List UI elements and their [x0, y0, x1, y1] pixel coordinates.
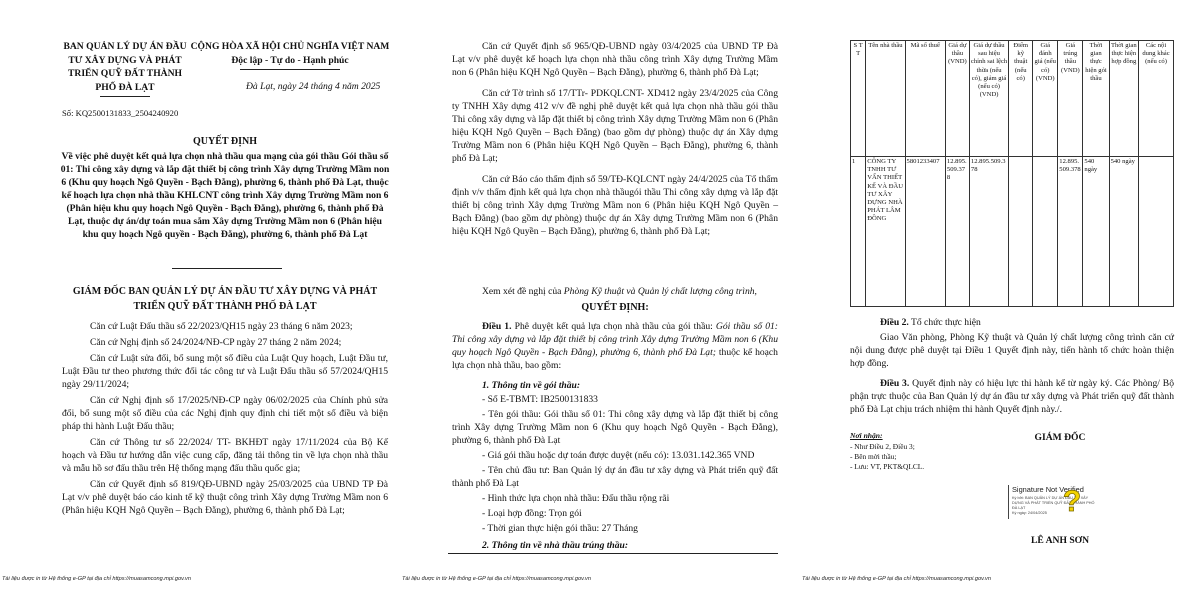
- article-2-heading: [880, 316, 1180, 329]
- table-cell-tax-code: 5801233407: [905, 157, 945, 307]
- recipient-item: - Như Điều 2, Điều 3;: [850, 442, 915, 451]
- info-item: - Tên chủ đầu tư: Ban Quản lý dự án đầu tư xây dựng và Phát triển quỹ đất thành phố Đà Lạt: [452, 465, 778, 489]
- info-item: - Thời gian thực hiện gói thầu: 27 Tháng: [482, 523, 638, 534]
- table-header-row: [851, 41, 1174, 157]
- info-item: - Loại hợp đồng: Trọn gói: [482, 508, 582, 519]
- basis-item: Căn cứ Báo cáo thẩm định số 59/TĐ-KQLCNT ngày 24/4/2025 của Tổ thẩm định v/v thẩm định kết quả lựa chọn nhà thầugói thầu Thi công xây dựng và lắp đặt thiết bị công trình Xây dựng Trường Mầm non 6 (Phân hiệu KQH Ngô Quyền – Bạch Đằng) (bao gồm dự phòng) thuộc dự án Xây dựng Trường Mầm non 6 (Phân hiệu KQH Ngô Quyền – Bạch Đằng), phường 6, thành phố Đà Lạt;: [452, 174, 778, 237]
- table-header: Thời gian thực hiện gói thầu: [1083, 41, 1109, 157]
- article-1-label: Điều 1.: [482, 321, 512, 332]
- table-cell-bidder: CÔNG TY TNHH TƯ VẤN THIẾT KẾ VÀ ĐẦU TƯ XÂY DỰNG NHÀ PHÁT LÂM ĐỒNG: [866, 157, 905, 307]
- info-item: - Số E-TBMT: IB2500131833: [482, 394, 598, 405]
- table-cell-other: [1139, 157, 1174, 307]
- page-footer: Tài liệu được in từ Hệ thống e-GP tại địa chỉ https://muasamcong.mpi.gov.vn: [2, 576, 191, 582]
- basis-item: Căn cứ Quyết định số 965/QĐ-UBND ngày 03/4/2025 của UBND TP Đà Lạt v/v phê duyệt kế hoạch lựa chọn nhà thầu công trình Xây dựng Trường Mầm non 6 (Phân hiệu KQH Ngô Quyền – Bạch Đằng), phường 6, thành phố Đà Lạt;: [452, 41, 778, 78]
- page-2-bottom-rule: [448, 553, 778, 554]
- recipient-item: - Bên mời thầu;: [850, 452, 897, 461]
- bases-list-1: [62, 320, 388, 520]
- basis-item: Căn cứ Luật sửa đổi, bổ sung một số điều của Luật Quy hoạch, Luật Đầu tư, Luật Đầu tư theo phương thức đối tác công tư và Luật Đấu thầu số 57/2024/QH15 ngày 29/11/2024;: [62, 353, 388, 390]
- article-3: [850, 377, 1174, 416]
- motto-underline: [240, 69, 340, 70]
- table-header: S T T: [851, 41, 866, 157]
- digital-signature-box: [1008, 485, 1097, 519]
- page-footer: Tài liệu được in từ Hệ thống e-GP tại địa chỉ https://muasamcong.mpi.gov.vn: [802, 576, 991, 582]
- decides-heading: QUYẾT ĐỊNH:: [581, 302, 649, 313]
- article-3-text: Quyết định này có hiệu lực thi hành kể từ ngày ký. Các Phòng/ Bộ phận trực thuộc của Ban Quản lý dự án đầu tư xây dựng và Phát triển quỹ đất thành phố Đà Lạt chịu trách nhiệm thi hành Quyết định này./.: [850, 378, 1175, 415]
- signature-line: Ký ngày: 24/04/2025: [1012, 511, 1047, 515]
- page-2: [400, 0, 800, 603]
- signer-title: GIÁM ĐỐC: [1034, 432, 1086, 443]
- recipients-title: Nơi nhận:: [850, 431, 883, 440]
- table-cell-adjusted-price: 12.895.509.378: [969, 157, 1008, 307]
- article-3-label: Điều 3.: [880, 378, 910, 389]
- article-2-text: Giao Văn phòng, Phòng Kỹ thuật và Quản lý chất lượng công trình căn cứ nội dung được phê duyệt tại Điều 1 Quyết định này, tiến hành tổ chức hoàn thiện hợp đồng.: [850, 332, 1174, 369]
- basis-item: Căn cứ Quyết định số 819/QĐ-UBND ngày 25/03/2025 của UBND TP Đà Lạt v/v phê duyệt báo cáo kinh tế kỹ thuật công trình Xây dựng Trường Mầm non 6 (Phân hiệu KQH Ngô Quyền – Bạch Đằng), phường 6, thành phố Đà Lạt;: [62, 479, 388, 516]
- info-item: - Tên gói thầu: Gói thầu số 01: Thi công xây dựng và lắp đặt thiết bị công trình Xây dựng Trường Mầm non 6 (Khu quy hoạch Ngô Quyền - Bạch Đằng), phường 6, thành phố Đà Lạt: [452, 409, 778, 446]
- signer-name: LÊ ANH SƠN: [1030, 535, 1090, 546]
- article-1-package: Gói thầu số 01: Thi công xây dựng và lắp đặt thiết bị công trình Xây dựng Trường Mầm non 6 (Khu quy hoạch Ngô Quyền - Bạch Đằng), phường 6, thành phố Đà Lạt;: [452, 321, 778, 358]
- decision-subject: Về việc phê duyệt kết quả lựa chọn nhà thầu qua mạng của gói thầu Gói thầu số 01: Thi công xây dựng và lắp đặt thiết bị công trình Xây dựng Trường Mầm non 6 (Khu quy hoạch Ngô Quyền - Bạch Đằng), phường 6, thành phố Đà Lạt, thuộc kế hoạch lựa chọn nhà thầu KHLCNT công trình Xây dựng Trường Mầm non 6 (Phân hiệu khu quy hoạch Ngô Quyền - Bạch Đằng), phường 6, thành phố Đà Lạt, thuộc dự án/dự toán mua sắm Xây dựng Trường Mầm non 6 (Phân hiệu khu quy hoạch Ngô quyền - Bạch Đằng), phường 6, thành phố Đà Lạt: [60, 151, 390, 240]
- table-cell-eval-price: [1033, 157, 1058, 307]
- info-item: - Hình thức lựa chọn nhà thầu: Đấu thầu rộng rãi: [482, 493, 670, 504]
- table-header: Giá trúng thầu (VND): [1058, 41, 1083, 157]
- article-2-label: Điều 2.: [880, 317, 909, 328]
- table-cell-contract-time: 540 ngày: [1109, 157, 1138, 307]
- table-cell-package-time: 540 ngày: [1083, 157, 1109, 307]
- org-underline: [100, 96, 150, 97]
- recipient-item: - Lưu: VT, PKT&QLCL.: [850, 462, 925, 471]
- question-mark-icon: [1059, 483, 1085, 517]
- table-header: Điểm kỹ thuật (nếu có): [1009, 41, 1033, 157]
- proposal-line: [482, 285, 782, 298]
- table-header: Thời gian thực hiện hợp đồng: [1109, 41, 1138, 157]
- article-1-text: Phê duyệt kết quả lựa chọn nhà thầu của gói thầu:: [511, 321, 716, 332]
- proposal-prefix: Xem xét đề nghị của: [482, 286, 564, 297]
- org-name: BAN QUẢN LÝ DỰ ÁN ĐẦU TƯ XÂY DỰNG VÀ PHÁT TRIỂN QUỸ ĐẤT THÀNH PHỐ ĐÀ LẠT: [63, 41, 187, 93]
- section-1-title: 1. Thông tin về gói thầu:: [482, 380, 581, 391]
- table-cell-stt: 1: [851, 157, 866, 307]
- article-2-title: Tổ chức thực hiện: [908, 317, 981, 328]
- table-row: [851, 157, 1174, 307]
- place-date: Đà Lạt, ngày 24 tháng 4 năm 2025: [246, 81, 381, 92]
- table-header: Giá dự thầu (VND): [945, 41, 969, 157]
- page-1: [0, 0, 400, 603]
- signature-status: Signature Not Verified: [1012, 485, 1084, 494]
- table-cell-tech-score: [1009, 157, 1033, 307]
- basis-item: Căn cứ Tờ trình số 17/TTr- PDKQLCNT- XD412 ngày 23/4/2025 của Công ty TNHH Xây dựng 412 v/v đề nghị phê duyệt kết quả lựa chọn nhà thầu gói thầu Thi công xây dựng và lắp đặt thiết bị công trình Xây dựng Trường Mầm non 6 (Phân hiệu KQH Ngô Quyền – Bạch Đằng) (bao gồm dự phòng) thuộc dự án Xây dựng Trường Mầm non 6 (Phân hiệu KQH Ngô Quyền – Bạch Đằng), phường 6, thành phố Đà Lạt;: [452, 88, 778, 164]
- director-heading: GIÁM ĐỐC BAN QUẢN LÝ DỰ ÁN ĐẦU TƯ XÂY DỰNG VÀ PHÁT TRIỂN QUỸ ĐẤT THÀNH PHỐ ĐÀ LẠT: [72, 286, 378, 312]
- table-header: Các nội dung khác (nếu có): [1139, 41, 1174, 157]
- proposal-dept: Phòng Kỹ thuật và Quản lý chất lượng công trình,: [563, 286, 757, 297]
- package-info-list: [452, 393, 778, 537]
- motto: Độc lập - Tự do - Hạnh phúc: [231, 55, 349, 66]
- table-header: Tên nhà thầu: [866, 41, 905, 157]
- table-cell-award-price: 12.895.509.378: [1058, 157, 1083, 307]
- winning-bidder-table: [850, 40, 1174, 307]
- article-1: [452, 320, 778, 372]
- table-header: Mã số thuế: [905, 41, 945, 157]
- basis-item: Căn cứ Nghị định số 24/2024/NĐ-CP ngày 27 tháng 2 năm 2024;: [90, 337, 342, 348]
- doc-number: Số: KQ2500131833_2504240920: [62, 108, 179, 118]
- table-cell-bid-price: 12.895.509.378: [945, 157, 969, 307]
- basis-item: Căn cứ Thông tư số 22/2024/ TT- BKHĐT ngày 17/11/2024 của Bộ Kế hoạch và Đầu tư hướng dẫn việc cung cấp, đăng tải thông tin về lựa chọn nhà thầu và mẫu hồ sơ đấu thầu trên Hệ thống mạng đấu thầu quốc gia;: [62, 437, 388, 474]
- signature-line: Ký bởi: BAN QUẢN LÝ DỰ ÁN ĐẦU TƯ XÂY: [1012, 496, 1089, 500]
- recipients-list: [850, 442, 970, 472]
- subject-underline: [172, 268, 282, 269]
- table-header: Giá đánh giá (nếu có) (VND): [1033, 41, 1058, 157]
- svg-text:?: ?: [1062, 485, 1082, 517]
- article-1-tail: thuộc kế hoạch lựa chọn nhà thầu, bao gồm:: [452, 347, 778, 371]
- bases-list-2: [452, 40, 778, 246]
- decision-title: QUYẾT ĐỊNH: [193, 136, 257, 147]
- basis-item: Căn cứ Nghị định số 17/2025/NĐ-CP ngày 06/02/2025 của Chính phủ sửa đổi, bổ sung một số điều của các Nghị định quy định chi tiết một số điều và biện pháp thi hành Luật Đấu thầu;: [62, 395, 388, 432]
- page-footer: Tài liệu được in từ Hệ thống e-GP tại địa chỉ https://muasamcong.mpi.gov.vn: [402, 576, 591, 582]
- section-2-title: 2. Thông tin về nhà thầu trúng thầu:: [482, 540, 629, 551]
- signature-line: DỰNG VÀ PHÁT TRIỂN QUỸ ĐẤT THÀNH PHỐ ĐÀ LẠT: [1012, 501, 1095, 510]
- table-header: Giá dự thầu sau hiệu chỉnh sai lệch thừa (nếu có), giảm giá (nếu có) (VND): [969, 41, 1008, 157]
- basis-item: Căn cứ Luật Đấu thầu số 22/2023/QH15 ngày 23 tháng 6 năm 2023;: [90, 321, 353, 332]
- nation-title: CỘNG HÒA XÃ HỘI CHỦ NGHĨA VIỆT NAM: [190, 41, 390, 52]
- info-item: - Giá gói thầu hoặc dự toán được duyệt (nếu có): 13.031.142.365 VND: [482, 450, 755, 461]
